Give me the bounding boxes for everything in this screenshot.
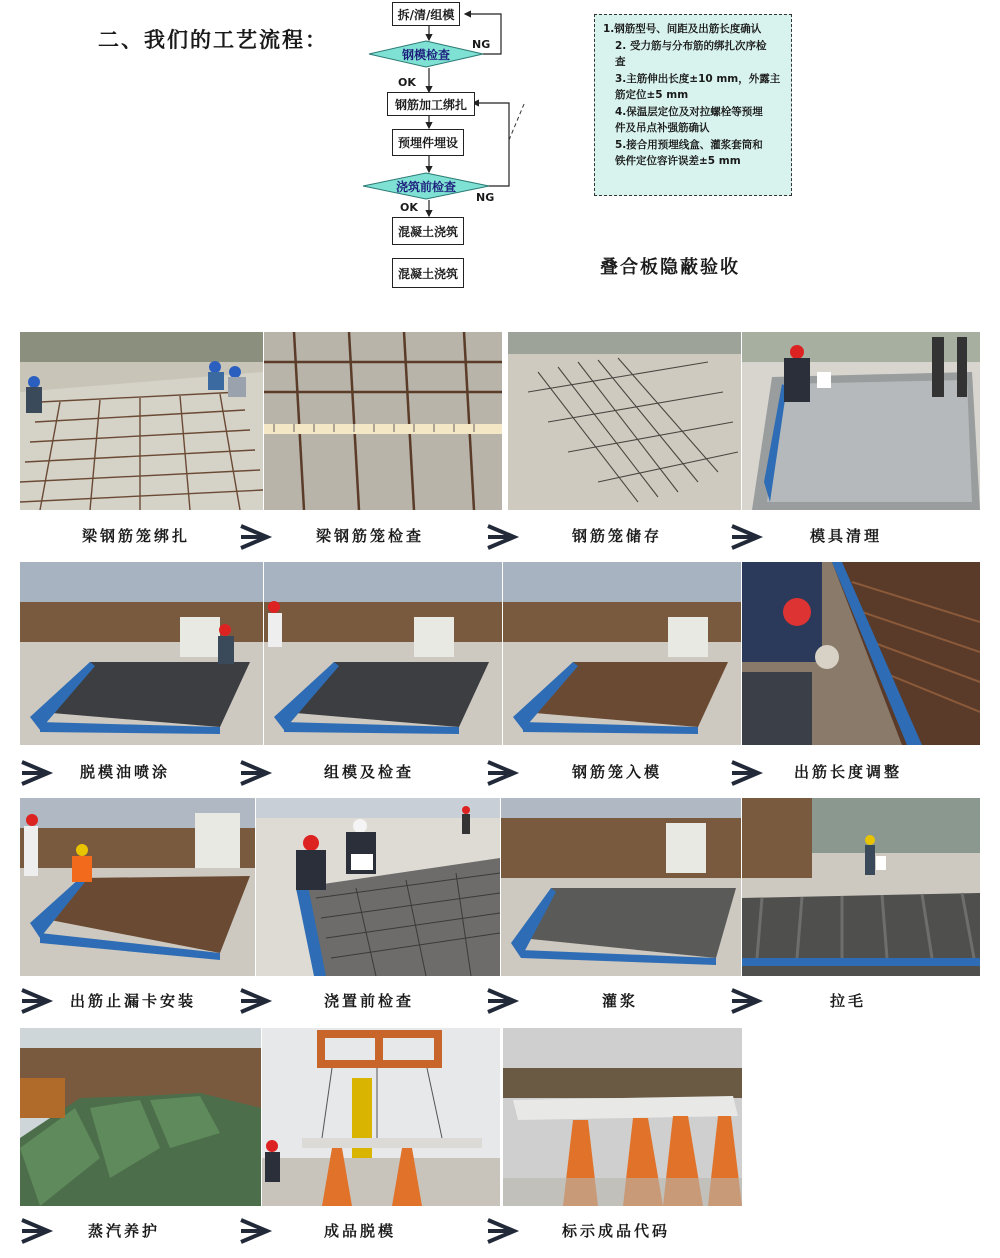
note-line: 铁件定位容许误差±5 mm	[615, 155, 741, 167]
step-label: 标示成品代码	[562, 1222, 671, 1240]
photo-rebar-storage	[508, 332, 741, 510]
photo-grouting	[501, 798, 741, 976]
step-label: 脱模油喷涂	[80, 763, 171, 781]
photo-rebar-tying	[20, 332, 263, 510]
photo-product-demold	[262, 1028, 500, 1206]
arrow-right-icon	[728, 522, 764, 552]
step-label: 模具清理	[810, 527, 883, 545]
arrow-right-icon	[484, 986, 520, 1016]
step-label: 钢筋笼入模	[572, 763, 663, 781]
note-line: 2. 受力筋与分布筋的绑扎次序检	[615, 39, 767, 52]
note-line: 5.接合用预埋线盒、灌浆套筒和	[615, 138, 763, 151]
step-label: 钢筋笼储存	[572, 527, 663, 545]
flow-diamond-mold-check	[368, 40, 484, 68]
flow-box-pour-2: 混凝土浇筑	[392, 258, 464, 288]
flow-diamond-label: 钢模检查	[401, 47, 450, 62]
note-line: 件及吊点补强筋确认	[615, 122, 710, 134]
note-line: 3.主筋伸出长度±10 mm，外露主	[615, 72, 781, 85]
arrow-right-icon	[484, 1216, 520, 1246]
step-label: 出筋长度调整	[794, 763, 903, 781]
photo-product-code-marking	[503, 1028, 742, 1206]
note-line: 查	[615, 56, 626, 68]
photo-release-oil	[20, 562, 263, 745]
inspection-notes	[594, 14, 792, 196]
photo-cage-into-mold	[503, 562, 741, 745]
note-line: 1.钢筋型号、间距及出筋长度确认	[603, 23, 762, 35]
arrow-right-icon	[237, 758, 273, 788]
photo-leak-clip-install	[20, 798, 255, 976]
photo-bar-length-adjust	[742, 562, 980, 745]
arrow-right-icon	[237, 522, 273, 552]
caption-hidden-acceptance: 叠合板隐蔽验收	[600, 257, 740, 278]
step-label: 灌浆	[602, 992, 639, 1010]
ng-label: NG	[476, 191, 495, 204]
flow-box-embed: 预埋件埋设	[392, 129, 464, 156]
step-label: 成品脱模	[324, 1222, 397, 1240]
note-line: 筋定位±5 mm	[615, 89, 689, 101]
arrow-right-icon	[18, 986, 54, 1016]
flow-diamond-prepour-check	[362, 172, 490, 200]
step-label: 出筋止漏卡安装	[70, 992, 197, 1010]
step-label: 组模及检查	[324, 763, 415, 781]
flow-box-rebar: 钢筋加工绑扎	[387, 92, 475, 116]
flow-box-demold: 拆/清/组模	[392, 2, 460, 26]
arrow-right-icon	[237, 986, 273, 1016]
photo-steam-curing	[20, 1028, 261, 1206]
arrow-right-icon	[728, 758, 764, 788]
step-label: 梁钢筋笼绑扎	[82, 527, 191, 545]
step-label: 蒸汽养护	[88, 1222, 161, 1240]
step-label: 浇置前检查	[324, 992, 415, 1010]
step-label: 拉毛	[830, 992, 867, 1010]
note-line: 4.保温层定位及对拉螺栓等预埋	[615, 105, 763, 118]
arrow-right-icon	[728, 986, 764, 1016]
photo-rebar-inspection	[264, 332, 502, 510]
flow-box-pour: 混凝土浇筑	[392, 217, 464, 245]
photo-mold-cleaning	[742, 332, 980, 510]
step-label: 梁钢筋笼检查	[316, 527, 425, 545]
arrow-right-icon	[484, 758, 520, 788]
arrow-right-icon	[484, 522, 520, 552]
arrow-right-icon	[237, 1216, 273, 1246]
section-title: 二、我们的工艺流程：	[98, 27, 328, 52]
photo-prepour-inspection	[256, 798, 500, 976]
arrow-right-icon	[18, 758, 54, 788]
flow-diamond-label: 浇筑前检查	[395, 179, 456, 194]
ok-label: OK	[400, 201, 418, 214]
arrow-right-icon	[18, 1216, 54, 1246]
photo-roughening	[742, 798, 980, 976]
ng-label: NG	[472, 38, 491, 51]
ok-label: OK	[398, 76, 416, 89]
photo-mold-assembly	[264, 562, 502, 745]
